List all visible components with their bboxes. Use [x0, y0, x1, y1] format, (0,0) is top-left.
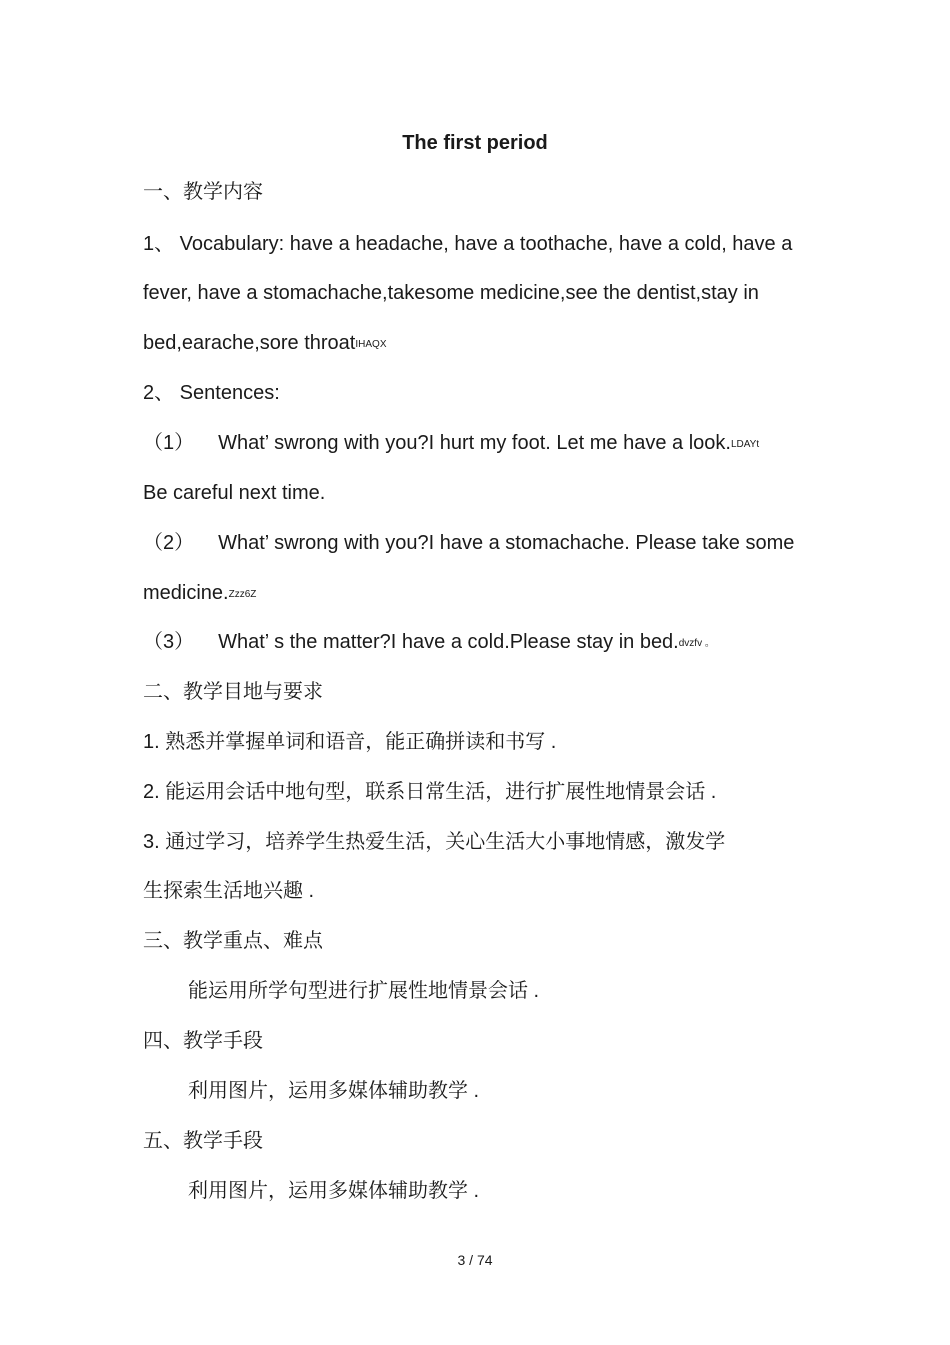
vocab-line-2: fever, have a stomachache,takesome medicine,see the dentist,stay in — [143, 282, 759, 304]
sentence-2-number: （2） — [143, 532, 195, 554]
goal-3-line-1: 3. 通过学习，培养学生热爱生活，关心生活大小事地情感，激发学 — [143, 831, 726, 853]
methods-text-2: 利用图片，运用多媒体辅助教学 . — [188, 1180, 480, 1202]
section-heading-methods-2: 五、教学手段 — [143, 1130, 263, 1152]
sentence-3-number: （3） — [143, 631, 195, 653]
sentence-3 — [143, 630, 715, 656]
sentence-2-continuation — [143, 581, 256, 607]
sentence-1-text: What’ swrong with you?I hurt my foot. Let me have a look. — [218, 432, 731, 454]
section-heading-key-points: 三、教学重点、难点 — [143, 930, 323, 952]
vocab-line-3 — [143, 331, 387, 357]
sentence-1-continuation: Be careful next time. — [143, 482, 326, 504]
sentence-3-text: What’ s the matter?I have a cold.Please stay in bed. — [218, 631, 679, 653]
methods-text: 利用图片，运用多媒体辅助教学 . — [188, 1080, 480, 1102]
sentence-2-cont-text: medicine. — [143, 582, 229, 604]
sentence-1-number: （1） — [143, 432, 195, 454]
section-heading-content: 一、教学内容 — [143, 181, 263, 203]
page-number: 3 / 74 — [457, 1252, 493, 1268]
goal-2: 2. 能运用会话中地句型，联系日常生活，进行扩展性地情景会话 . — [143, 781, 717, 803]
document-title: The first period — [402, 132, 548, 154]
goal-3-line-2: 生探索生活地兴趣 . — [143, 880, 315, 902]
sentence-2 — [143, 531, 794, 555]
sentence-3-mark: dvzfv 。 — [678, 638, 715, 649]
vocab-line-3-mark: IHAQX — [355, 339, 387, 350]
sentence-2-mark: Zzz6Z — [228, 589, 257, 600]
goal-1: 1. 熟悉并掌握单词和语音，能正确拼读和书写 . — [143, 731, 557, 753]
section-heading-goals: 二、教学目地与要求 — [143, 681, 323, 703]
key-points-text: 能运用所学句型进行扩展性地情景会话 . — [188, 980, 540, 1002]
sentence-1 — [143, 431, 759, 457]
vocab-line-1: 1、 Vocabulary: have a headache, have a toothache, have a cold, have a — [143, 233, 793, 255]
sentence-1-mark: LDAYt — [730, 439, 760, 450]
sentence-2-text: What’ swrong with you?I have a stomachache. Please take some — [218, 532, 795, 554]
section-heading-methods: 四、教学手段 — [143, 1030, 263, 1052]
sentences-heading: 2、 Sentences: — [143, 382, 280, 404]
vocab-line-3-text: bed,earache,sore throat — [143, 332, 356, 354]
